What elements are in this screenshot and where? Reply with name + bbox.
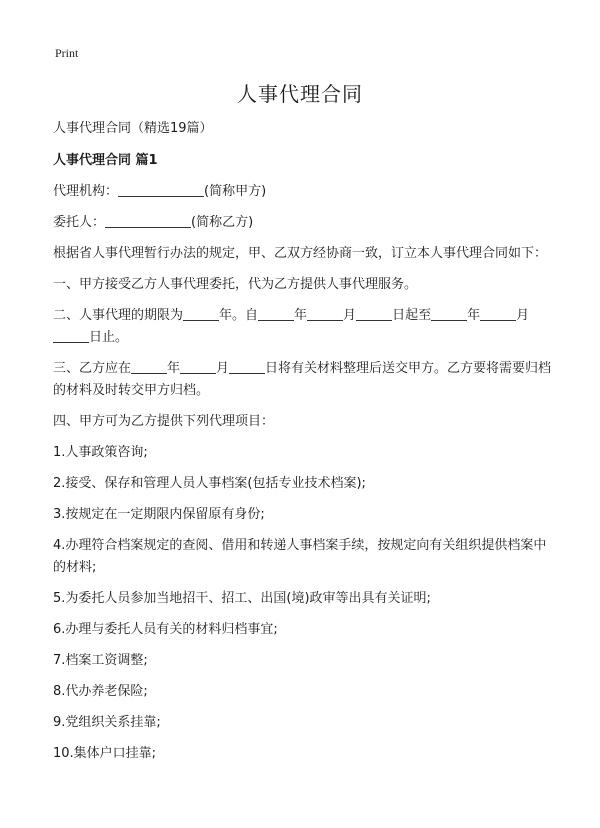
start-day-blank — [356, 306, 392, 321]
clause-4: 四、甲方可为乙方提供下列代理项目： — [53, 414, 275, 429]
clause-2-m2: 月 — [516, 308, 530, 323]
delivery-month-blank — [180, 359, 216, 374]
clause-2-prefix: 二、人事代理的期限为 — [53, 308, 184, 323]
list-item: 6.办理与委托人员有关的材料归档事宜; — [53, 622, 278, 637]
end-day-blank — [53, 328, 89, 343]
party-b-suffix: (简称乙方) — [191, 215, 254, 230]
party-a-label: 代理机构： — [53, 184, 119, 199]
party-a-line — [53, 181, 554, 203]
clause-3 — [53, 358, 554, 402]
party-b-line — [53, 212, 554, 234]
delivery-day-blank — [229, 359, 265, 374]
document-title: 人事代理合同 — [237, 82, 363, 106]
clause-2-y2: 年 — [467, 308, 481, 323]
clause-3-m: 月 — [216, 361, 230, 376]
start-month-blank — [307, 306, 343, 321]
document-subtitle: 人事代理合同（精选19篇） — [53, 121, 213, 136]
list-item: 8.代办养老保险; — [53, 684, 148, 699]
list-item: 7.档案工资调整; — [53, 653, 148, 668]
clause-2-year-text: 年。自 — [219, 308, 259, 323]
term-years-blank — [183, 306, 219, 321]
list-item: 5.为委托人员参加当地招干、招工、出国(境)政审等出具有关证明; — [53, 591, 431, 606]
list-item: 9.党组织关系挂靠; — [53, 715, 161, 730]
document-body — [53, 118, 554, 774]
clause-2 — [53, 305, 554, 349]
list-item: 10.集体户口挂靠; — [53, 746, 157, 761]
clause-2-d2: 日止。 — [89, 330, 129, 345]
section-heading: 人事代理合同 篇1 — [53, 153, 158, 168]
clause-3-prefix: 三、乙方应在 — [53, 361, 132, 376]
party-a-suffix: (简称甲方) — [204, 184, 267, 199]
clause-3-rest: 日将有关材料整理后送交甲方。乙方要将需要归档的材料及时转交甲方归档。 — [53, 361, 552, 398]
list-item: 1.人事政策咨询; — [53, 445, 148, 460]
delivery-year-blank — [131, 359, 167, 374]
print-link[interactable]: Print — [55, 46, 79, 60]
party-b-blank — [105, 213, 191, 228]
clause-2-y1: 年 — [294, 308, 308, 323]
end-month-blank — [480, 306, 516, 321]
party-a-blank — [118, 182, 204, 197]
start-year-blank — [258, 306, 294, 321]
clause-2-d1: 日起至 — [392, 308, 432, 323]
clause-3-y: 年 — [167, 361, 181, 376]
intro-paragraph: 根据省人事代理暂行办法的规定，甲、乙双方经协商一致，订立本人事代理合同如下： — [53, 246, 548, 261]
clause-2-m1: 月 — [343, 308, 357, 323]
party-b-label: 委托人： — [53, 215, 106, 230]
end-year-blank — [431, 306, 467, 321]
list-item: 3.按规定在一定期限内保留原有身份; — [53, 507, 265, 522]
list-item: 4.办理符合档案规定的查阅、借用和转递人事档案手续，按规定向有关组织提供档案中的材料; — [53, 538, 547, 575]
list-item: 2.接受、保存和管理人员人事档案(包括专业技术档案); — [53, 476, 366, 491]
clause-1: 一、甲方接受乙方人事代理委托，代为乙方提供人事代理服务。 — [53, 277, 418, 292]
